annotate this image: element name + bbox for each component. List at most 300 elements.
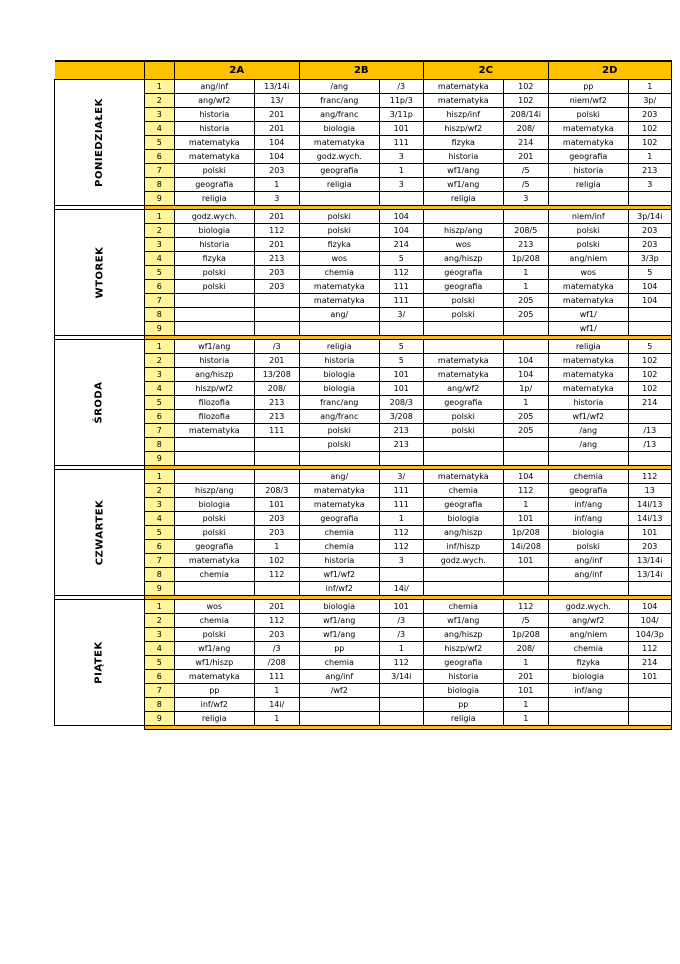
room-cell xyxy=(628,410,671,424)
subject-cell: geografia xyxy=(548,484,628,498)
room-cell xyxy=(628,582,671,596)
subject-cell: biologia xyxy=(423,684,503,698)
room-cell xyxy=(379,568,423,582)
lesson-row xyxy=(55,540,672,554)
subject-cell: ang/ xyxy=(299,308,379,322)
lesson-row xyxy=(55,322,672,336)
subject-cell: geografia xyxy=(299,164,379,178)
room-cell: 14i/ xyxy=(379,582,423,596)
subject-cell: polski xyxy=(423,410,503,424)
room-cell: 203 xyxy=(254,526,299,540)
room-cell: 101 xyxy=(379,368,423,382)
subject-cell: geografia xyxy=(299,512,379,526)
subject-cell: matematyka xyxy=(299,294,379,308)
room-cell: 1p/208 xyxy=(503,628,548,642)
subject-cell: polski xyxy=(423,308,503,322)
room-cell: 205 xyxy=(503,424,548,438)
subject-cell: matematyka xyxy=(548,354,628,368)
lesson-row xyxy=(55,614,672,628)
subject-cell: biologia xyxy=(548,670,628,684)
subject-cell xyxy=(174,308,254,322)
subject-cell: ang/wf2 xyxy=(548,614,628,628)
subject-cell: geografia xyxy=(423,266,503,280)
room-cell: 111 xyxy=(254,670,299,684)
subject-cell: polski xyxy=(299,424,379,438)
room-cell: 201 xyxy=(254,108,299,122)
subject-cell: chemia xyxy=(174,614,254,628)
class-header-2d: 2D xyxy=(548,61,671,80)
lesson-number: 1 xyxy=(144,80,174,94)
room-cell: 3 xyxy=(628,178,671,192)
lesson-row xyxy=(55,526,672,540)
subject-cell: wf1/ang xyxy=(423,614,503,628)
day-label-cell xyxy=(55,600,145,726)
room-cell: /5 xyxy=(503,614,548,628)
subject-cell: matematyka xyxy=(423,80,503,94)
room-cell: 104 xyxy=(503,368,548,382)
subject-cell: /ang xyxy=(299,80,379,94)
room-cell: 3p/14i xyxy=(628,210,671,224)
room-cell xyxy=(379,684,423,698)
subject-cell xyxy=(548,698,628,712)
lesson-row xyxy=(55,340,672,354)
subject-cell: ang/niem xyxy=(548,628,628,642)
subject-cell: inf/hiszp xyxy=(423,540,503,554)
day-name: PONIEDZIAŁEK xyxy=(93,98,105,187)
room-cell: 112 xyxy=(254,568,299,582)
room-cell: 104 xyxy=(503,354,548,368)
room-cell: /3 xyxy=(379,80,423,94)
day-label-cell xyxy=(55,210,145,336)
room-cell: 213 xyxy=(254,410,299,424)
lesson-number: 6 xyxy=(144,540,174,554)
room-cell xyxy=(503,582,548,596)
room-cell xyxy=(254,322,299,336)
room-cell: 1 xyxy=(503,396,548,410)
lesson-number: 6 xyxy=(144,670,174,684)
room-cell: 201 xyxy=(254,122,299,136)
room-cell: /3 xyxy=(379,628,423,642)
room-cell: 112 xyxy=(503,600,548,614)
room-cell xyxy=(379,192,423,206)
room-cell: 111 xyxy=(379,498,423,512)
room-cell: 102 xyxy=(503,80,548,94)
timetable-body xyxy=(55,61,672,730)
subject-cell: biologia xyxy=(299,122,379,136)
room-cell: 201 xyxy=(254,210,299,224)
subject-cell xyxy=(299,698,379,712)
room-cell: 112 xyxy=(379,526,423,540)
subject-cell: chemia xyxy=(423,600,503,614)
room-cell: /3 xyxy=(254,642,299,656)
subject-cell: religia xyxy=(299,178,379,192)
subject-cell: hiszp/wf2 xyxy=(174,382,254,396)
room-cell: 1 xyxy=(379,164,423,178)
room-cell xyxy=(503,322,548,336)
room-cell: 3p/ xyxy=(628,94,671,108)
room-cell: 102 xyxy=(503,94,548,108)
subject-cell: chemia xyxy=(299,266,379,280)
lesson-row xyxy=(55,410,672,424)
subject-cell: godz.wych. xyxy=(423,554,503,568)
subject-cell: fizyka xyxy=(299,238,379,252)
room-cell: 3/14i xyxy=(379,670,423,684)
lesson-number: 8 xyxy=(144,438,174,452)
room-cell: 1 xyxy=(503,712,548,726)
room-cell xyxy=(379,322,423,336)
lesson-number: 8 xyxy=(144,568,174,582)
subject-cell: geografia xyxy=(174,540,254,554)
room-cell: 203 xyxy=(628,108,671,122)
subject-cell: polski xyxy=(174,628,254,642)
lesson-row xyxy=(55,568,672,582)
subject-cell xyxy=(548,712,628,726)
lesson-row xyxy=(55,484,672,498)
subject-cell: ang/franc xyxy=(299,108,379,122)
subject-cell: pp xyxy=(423,698,503,712)
subject-cell xyxy=(423,568,503,582)
subject-cell: matematyka xyxy=(423,94,503,108)
room-cell: 5 xyxy=(628,340,671,354)
room-cell: 13/14i xyxy=(254,80,299,94)
subject-cell: matematyka xyxy=(548,382,628,396)
day-name: PIĄTEK xyxy=(93,641,105,684)
room-cell: 1p/ xyxy=(503,382,548,396)
room-cell: /3 xyxy=(254,340,299,354)
class-header-row xyxy=(55,61,672,80)
lesson-number: 6 xyxy=(144,150,174,164)
lesson-row xyxy=(55,656,672,670)
timetable xyxy=(54,60,672,730)
subject-cell: biologia xyxy=(299,368,379,382)
subject-cell: fizyka xyxy=(548,656,628,670)
lesson-row xyxy=(55,424,672,438)
subject-cell: matematyka xyxy=(299,136,379,150)
subject-cell xyxy=(548,582,628,596)
subject-cell: matematyka xyxy=(174,136,254,150)
subject-cell: /ang xyxy=(548,424,628,438)
subject-cell: matematyka xyxy=(299,498,379,512)
subject-cell: wf1/ xyxy=(548,322,628,336)
room-cell: 3 xyxy=(379,554,423,568)
lesson-row xyxy=(55,382,672,396)
room-cell: 1 xyxy=(628,150,671,164)
room-cell xyxy=(379,452,423,466)
subject-cell xyxy=(548,192,628,206)
room-cell: 112 xyxy=(379,266,423,280)
subject-cell: chemia xyxy=(548,642,628,656)
lesson-number: 4 xyxy=(144,122,174,136)
room-cell: 5 xyxy=(628,266,671,280)
separator-day-cell xyxy=(55,726,145,730)
subject-cell xyxy=(548,452,628,466)
lesson-number: 3 xyxy=(144,628,174,642)
lesson-number: 9 xyxy=(144,582,174,596)
room-cell: 102 xyxy=(628,122,671,136)
subject-cell: ang/inf xyxy=(548,568,628,582)
lesson-row xyxy=(55,210,672,224)
subject-cell: historia xyxy=(299,554,379,568)
lesson-row xyxy=(55,368,672,382)
subject-cell: niem/inf xyxy=(548,210,628,224)
subject-cell: biologia xyxy=(299,600,379,614)
subject-cell: inf/ang xyxy=(548,512,628,526)
room-cell xyxy=(254,438,299,452)
lesson-row xyxy=(55,498,672,512)
subject-cell: polski xyxy=(174,512,254,526)
lesson-number: 7 xyxy=(144,164,174,178)
subject-cell: matematyka xyxy=(423,354,503,368)
subject-cell: geografia xyxy=(548,150,628,164)
room-cell: 102 xyxy=(628,354,671,368)
subject-cell: religia xyxy=(174,192,254,206)
room-cell: 104/3p xyxy=(628,628,671,642)
subject-cell: chemia xyxy=(299,656,379,670)
subject-cell: wf1/wf2 xyxy=(548,410,628,424)
subject-cell: wf1/ang xyxy=(423,178,503,192)
room-cell: 201 xyxy=(254,238,299,252)
subject-cell: historia xyxy=(299,354,379,368)
room-cell: /13 xyxy=(628,424,671,438)
room-cell: 3/3p xyxy=(628,252,671,266)
subject-cell: matematyka xyxy=(548,368,628,382)
subject-cell: polski xyxy=(548,540,628,554)
subject-cell: polski xyxy=(174,164,254,178)
room-cell: 1 xyxy=(503,698,548,712)
subject-cell xyxy=(299,322,379,336)
class-header-2c: 2C xyxy=(423,61,548,80)
lesson-number: 7 xyxy=(144,424,174,438)
room-cell: 111 xyxy=(379,280,423,294)
subject-cell: matematyka xyxy=(423,470,503,484)
subject-cell: polski xyxy=(548,108,628,122)
subject-cell: matematyka xyxy=(174,554,254,568)
subject-cell: ang/inf xyxy=(174,80,254,94)
subject-cell: historia xyxy=(548,396,628,410)
subject-cell: wos xyxy=(299,252,379,266)
subject-cell: godz.wych. xyxy=(299,150,379,164)
room-cell: 104/ xyxy=(628,614,671,628)
subject-cell: /wf2 xyxy=(299,684,379,698)
room-cell: 3/11p xyxy=(379,108,423,122)
subject-cell: biologia xyxy=(423,512,503,526)
lesson-number-header xyxy=(144,61,174,80)
room-cell: 3 xyxy=(379,178,423,192)
room-cell: 213 xyxy=(379,424,423,438)
subject-cell: godz.wych. xyxy=(548,600,628,614)
room-cell: 1 xyxy=(503,266,548,280)
lesson-number: 5 xyxy=(144,526,174,540)
lesson-number: 2 xyxy=(144,94,174,108)
subject-cell: wos xyxy=(423,238,503,252)
room-cell: 208/5 xyxy=(503,224,548,238)
subject-cell: religia xyxy=(423,712,503,726)
subject-cell: chemia xyxy=(174,568,254,582)
room-cell: 13 xyxy=(628,484,671,498)
subject-cell: inf/wf2 xyxy=(174,698,254,712)
room-cell xyxy=(503,568,548,582)
subject-cell: polski xyxy=(174,526,254,540)
lesson-number: 6 xyxy=(144,280,174,294)
room-cell: 104 xyxy=(628,600,671,614)
subject-cell: ang/inf xyxy=(548,554,628,568)
day-name: WTOREK xyxy=(93,246,105,299)
lesson-row xyxy=(55,354,672,368)
lesson-number: 2 xyxy=(144,354,174,368)
day-label-cell xyxy=(55,470,145,596)
lesson-row xyxy=(55,396,672,410)
subject-cell: matematyka xyxy=(174,150,254,164)
subject-cell: fizyka xyxy=(174,252,254,266)
subject-cell: wos xyxy=(548,266,628,280)
subject-cell: historia xyxy=(174,238,254,252)
subject-cell xyxy=(299,192,379,206)
subject-cell: historia xyxy=(174,122,254,136)
room-cell: 213 xyxy=(503,238,548,252)
room-cell: 205 xyxy=(503,410,548,424)
subject-cell: religia xyxy=(174,712,254,726)
lesson-row xyxy=(55,164,672,178)
room-cell xyxy=(254,294,299,308)
subject-cell: wf1/ang xyxy=(299,614,379,628)
subject-cell: geografia xyxy=(423,280,503,294)
lesson-row xyxy=(55,642,672,656)
subject-cell: matematyka xyxy=(299,484,379,498)
room-cell: 101 xyxy=(379,122,423,136)
subject-cell: wf1/hiszp xyxy=(174,656,254,670)
subject-cell: polski xyxy=(423,424,503,438)
room-cell: 112 xyxy=(628,470,671,484)
lesson-number: 7 xyxy=(144,554,174,568)
subject-cell: geografia xyxy=(423,656,503,670)
lesson-row xyxy=(55,224,672,238)
room-cell: 5 xyxy=(379,340,423,354)
room-cell: 102 xyxy=(628,368,671,382)
room-cell: 203 xyxy=(254,512,299,526)
lesson-row xyxy=(55,192,672,206)
lesson-number: 8 xyxy=(144,308,174,322)
lesson-row xyxy=(55,150,672,164)
room-cell: /208 xyxy=(254,656,299,670)
lesson-row xyxy=(55,628,672,642)
subject-cell: matematyka xyxy=(548,280,628,294)
room-cell: /5 xyxy=(503,164,548,178)
subject-cell xyxy=(423,322,503,336)
day-separator xyxy=(55,726,672,730)
subject-cell xyxy=(174,322,254,336)
room-cell: 208/3 xyxy=(379,396,423,410)
subject-cell: ang/hiszp xyxy=(174,368,254,382)
room-cell: 101 xyxy=(628,526,671,540)
subject-cell: filozofia xyxy=(174,410,254,424)
lesson-row xyxy=(55,512,672,526)
room-cell: 101 xyxy=(628,670,671,684)
room-cell: 14i/208 xyxy=(503,540,548,554)
lesson-number: 1 xyxy=(144,470,174,484)
subject-cell: religia xyxy=(423,192,503,206)
subject-cell: ang/niem xyxy=(548,252,628,266)
room-cell: 5 xyxy=(379,252,423,266)
subject-cell xyxy=(299,452,379,466)
room-cell: 111 xyxy=(254,424,299,438)
subject-cell: religia xyxy=(299,340,379,354)
subject-cell: franc/ang xyxy=(299,94,379,108)
room-cell: 3 xyxy=(379,150,423,164)
subject-cell xyxy=(174,294,254,308)
room-cell: 104 xyxy=(628,294,671,308)
room-cell: 101 xyxy=(503,684,548,698)
room-cell: 1 xyxy=(503,656,548,670)
room-cell: 208/ xyxy=(503,122,548,136)
subject-cell: polski xyxy=(299,438,379,452)
subject-cell: hiszp/ang xyxy=(423,224,503,238)
room-cell: 208/3 xyxy=(254,484,299,498)
room-cell: 205 xyxy=(503,308,548,322)
room-cell xyxy=(503,438,548,452)
lesson-number: 3 xyxy=(144,498,174,512)
room-cell xyxy=(628,192,671,206)
lesson-number: 2 xyxy=(144,224,174,238)
room-cell: 3 xyxy=(254,192,299,206)
room-cell: 112 xyxy=(379,656,423,670)
subject-cell: biologia xyxy=(299,382,379,396)
subject-cell xyxy=(423,210,503,224)
subject-cell: ang/wf2 xyxy=(174,94,254,108)
lesson-number: 9 xyxy=(144,712,174,726)
lesson-number: 3 xyxy=(144,238,174,252)
class-header-2a: 2A xyxy=(174,61,299,80)
room-cell: 213 xyxy=(254,252,299,266)
room-cell: 214 xyxy=(503,136,548,150)
room-cell: /13 xyxy=(628,438,671,452)
lesson-number: 1 xyxy=(144,600,174,614)
subject-cell: pp xyxy=(548,80,628,94)
subject-cell: /ang xyxy=(548,438,628,452)
subject-cell: wf1/ xyxy=(548,308,628,322)
subject-cell: ang/hiszp xyxy=(423,526,503,540)
lesson-row xyxy=(55,684,672,698)
subject-cell: historia xyxy=(548,164,628,178)
lesson-number: 2 xyxy=(144,484,174,498)
subject-cell: wf1/ang xyxy=(174,340,254,354)
lesson-number: 8 xyxy=(144,178,174,192)
lesson-row xyxy=(55,452,672,466)
lesson-number: 4 xyxy=(144,642,174,656)
subject-cell: historia xyxy=(174,108,254,122)
subject-cell: polski xyxy=(174,266,254,280)
room-cell: 203 xyxy=(254,266,299,280)
room-cell: 101 xyxy=(503,554,548,568)
lesson-row xyxy=(55,136,672,150)
lesson-number: 9 xyxy=(144,192,174,206)
lesson-number: 5 xyxy=(144,396,174,410)
subject-cell: polski xyxy=(548,238,628,252)
subject-cell: pp xyxy=(299,642,379,656)
subject-cell: inf/wf2 xyxy=(299,582,379,596)
lesson-row xyxy=(55,698,672,712)
room-cell xyxy=(628,712,671,726)
lesson-number: 4 xyxy=(144,382,174,396)
lesson-row xyxy=(55,294,672,308)
room-cell: 111 xyxy=(379,136,423,150)
room-cell: 203 xyxy=(628,238,671,252)
subject-cell: matematyka xyxy=(548,136,628,150)
lesson-number: 5 xyxy=(144,136,174,150)
room-cell: 1 xyxy=(254,684,299,698)
room-cell: 3 xyxy=(503,192,548,206)
room-cell: 104 xyxy=(628,280,671,294)
room-cell: 1p/208 xyxy=(503,526,548,540)
